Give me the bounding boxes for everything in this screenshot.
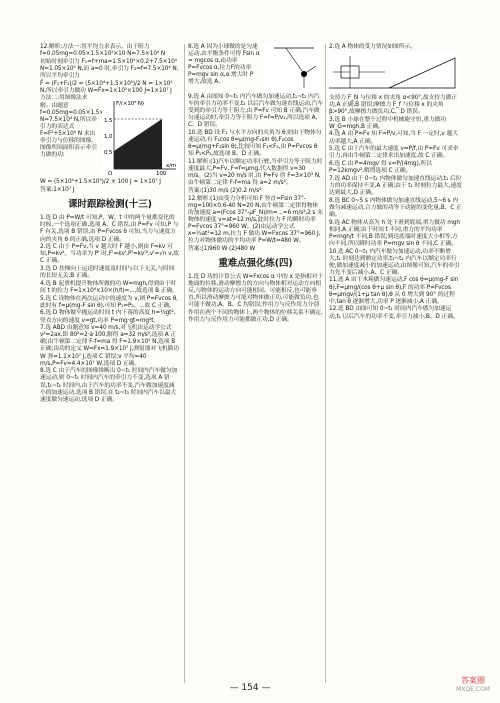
y-axis-label: F/(×10⁵ N)	[116, 101, 144, 108]
column-divider-2	[325, 44, 326, 683]
x-axis-label: x/m	[166, 163, 177, 170]
answer-text: 初始时刻牵引力 F₁=f+ma=1.5×10⁵×0.2+7.5×10⁴ N=1.05×10⁵ N,而 a=0 时,牵引力 F₂=f=7.5×10⁴ N,所以平均牵引力	[40, 58, 179, 79]
answer-text: 支持力 F_N 与位移 x 的夹角 α<90°,故支持力做正功,A 正确,B 错误;摩擦力 F_f 与位移 x 的夹角 β>90°,故摩擦力做负功,C、D 错误。	[329, 94, 457, 115]
answer-item: 11.解析:(1)汽车以额定功率行驶,当牵引力等于阻力时速度最大,P=Fv, F=f=μmg,代入数据得 v=30 m/s。(2)当 v=20 m/s 时,由 P=Fv 得 F=3×10³ N,由牛顿第二定律 F-f=ma 得 a=2 m/s²。	[188, 159, 323, 187]
answer-text: F̄ = (F₁+F₂)/2 = (5×10⁴+1.5×10⁵)/2 N = 1×10⁵ N,所以牵引力做功 W=F̄x=1×10⁵×100 J=1×10⁷ J	[40, 80, 173, 94]
answer-item: 3.选 B 小球在整个过程中机械能守恒,重力做功 W_G=mgh,B 正确。	[329, 116, 446, 130]
answer-text: 答案:(1)960 W (2)480 W	[188, 245, 256, 252]
answer-text: 方法二:用图像法求解。由题意 f=0.05mg=0.05×1.5×10⁵×10 N=7.5×10⁴ N,所以牵引力的表达式 F=F²+5×10⁴ N 求出牵引力与位移的图像,图像所围面积表示牵引力做的功:	[40, 95, 126, 159]
watermark-text: 答案圈	[461, 676, 485, 685]
section-title: 课时跟踪检测(十三)	[68, 199, 152, 211]
answer-item: 2.选 C 由于 P=Fv,当 v 越大时 F 越小,则由 F=kv 可知,P=kv²。当功率为 P' 时,F'=kv',P'=kv'²,v'=√n v,故 C 正确。	[40, 244, 179, 265]
answer-item: 5.选 C 由于汽车的最大速度 v=P/f,由 P=Fv 可求牵引力,再由牛顿第二定律求出加速度,故 C 正确。	[329, 146, 459, 160]
answer-item: 9.选 AC 物体从高为 h 处下滑到底端,重力做功 mgh 相同,A 正确;由于时间 t 不同,重力的平均功率 P=mgh/t 不同,B 错误;到达底端时速度大小相等,方向不同,所以瞬时功率 P=mgv sin θ 不同,C 正确。	[329, 219, 460, 247]
answer-item: 6.选 C 由 P=4mgv 得 v=P/(4mg),所以 P=12kmgv²,解得选项 C 正确。	[329, 161, 432, 175]
answer-item: 12.选 BD 由图可知 0~t₁ 时间内汽车做匀加速运动,t₁ 以后汽车的功率不变,牵引力减小,B、D 正确。	[329, 306, 459, 320]
answer-item: 4.选 B 起重机提升物体所做的功 W=mgh,得到由于时间 t 的拉力 F=1×10⁴×10×(h/t)=...,故选项 B 正确。	[40, 280, 178, 294]
answer-item: 5.选 C 设物体在两次运动中的速度为 v,则 P=Fvcos θ,此时有 f=μ(mg-F sin θ),可知 P₁=P₂。...故 C 正确。	[40, 295, 178, 309]
answer-item: 3.选 D 扶梯向上运送时速度及时间与以下无关,与时间的长短无关,B 正确。	[40, 266, 175, 280]
answer-item: 8.选 C 由于汽车的图像推断出 0~t₁ 时间内汽车做匀加速运动,则 0~t₁ 时间内汽车的牵引力不变,选项 A 错误,t₁~t₂ 时间内,由于汽车的功率不变,汽车做加速度减小的加速运动,选项 B 错误,在 t₂~t₃ 时间内汽车以最大速度做匀速运动,选项 D 正确。	[40, 368, 178, 403]
y-tick-label: 1.5	[104, 118, 113, 125]
answer-text: 12.解析:方法一:用平均力求表示。由于阻力 f=0.05mg=0.05×1.5×10⁵×10 N=7.5×10⁴ N	[40, 44, 166, 58]
answer-item: 4.选 A 由 P=Fv 知 F=P/v,可知,当 F 一定时,v 越大功率越大,A 正确。	[329, 131, 458, 145]
x-tick-label: 100	[156, 171, 167, 176]
watermark	[448, 675, 498, 701]
answer-item: 11.选 A 由于木箱做匀速运动,F cos θ=μ(mg-F sin θ),F=μmg/(cos θ+μ sin θ),F 的功率 P=Fvcos θ=μmgv/(1+μ tan θ),θ 从 0 增大到 90° 的过程中,tan θ 逐渐增大,功率 P 逐渐减小,A 正确。	[329, 277, 459, 305]
column-divider-1	[184, 44, 185, 683]
column-middle	[188, 44, 323, 324]
column-right	[329, 44, 462, 321]
y-tick-label: 0.5	[104, 150, 113, 157]
answer-item: 12.解析:(1)由受力分析可知 F 竖直=Fsin 37°-mg=100×0.6-40 N=20 N,由牛顿第二定律得物体的加速度 a=(Fcos 37°-μF_N)/m=...=6 m/s²,2 s 末物体的速度 v=at=12 m/s,此时拉力 F 的瞬时功率 P=Fvcos 37°=960 W。(2)由运动学公式 x=½at²=12 m,拉力 F 做功 W=Fxcos 37°=960 J,拉力对物体做功的平均功率 P=W/t=480 W。	[188, 195, 323, 245]
answer-item: 10.选 BD 设 F₁ 与水平方向的夹角为 θ,则由于物体匀速运动,有 F₁cos θ=μ(mg-F₁sin θ),F₂cos θ=μ(mg+F₂sin θ),比较可知 F₁<F₂,由 P=Fvcos θ 知 P₁<P₂,故选项 B、D 正确。	[188, 130, 322, 158]
force-arrow	[304, 66, 316, 74]
answer-item: 7.选 ABD 由题意知 v=40 m/s,对飞机由运动学公式 v²=2ax,即 80²=2·a·100,解得 a=32 m/s²,选项 A 正确;由牛顿第二定律 F-f=ma 得 F=1.9×10⁵ N,选项 B 正确;由功的定义 W=Fx=1.9×10⁷ J,弹射器对飞机做功 W 弹=1.1×10⁷ J,选项 C 错误;v 平均=40 m/s,P=Fv=4.4×10⁷ W,选项 D 正确。	[40, 325, 179, 367]
force-displacement-chart	[102, 95, 180, 175]
answer-item: 1.选 D 功的计算公式 W=Fxcos α 中的 x 是指相对于地面的位移,滑动摩擦力的方向与物体相对运动方向相反,与物体的运动方向可能相同、可能相反,也可能垂直,所以滑动摩擦力可能对物体做正功,可能做负功,也可能不做功,A、B、C 均错误;作用力与反作用力分别作用在两个不同的物体上,两个物体的位移关系不确定,作用力与反作用力可能都做正功,D 正确。	[188, 274, 324, 323]
watermark-url: MXQE.COM	[456, 686, 490, 693]
answer-item: 8.选 A 因为小球做的是匀速运动,由平衡条件可得 Fsin α = mgcos α,由功率 P=Fvcos α,拉力F的功率 P=mgv sin α,α 增大时 P 增大,故选 A。	[188, 44, 260, 86]
answer-item: 9.选 A 由图知 0~t₁ 内汽车做匀加速运动,t₁~t₂ 内汽车的牵引力功率不变,t₂ 以后汽车做匀速直线运动,汽车受到的牵引力等于阻力,由 P=Fv 可知 B 正确,汽车做匀速运动时,牵引力等于阻力 F=f=P/v₁,所以选项 A、C、D 错误。	[188, 94, 323, 129]
q8-block	[188, 44, 323, 94]
answer-text: W = (5×10⁴+1.5×10⁵)/2 × 100 J = 1×10⁷ J	[40, 179, 161, 186]
answer-item: 8.选 BC 0~5 s 内物体做匀加速直线运动,5~6 s 内做匀减速运动,合力做的功等于动能的变化量,B、C 正确。	[329, 197, 462, 218]
answer-item: 7.选 AD 由于 0~t₁ 内物体做匀加速直线运动,t₁ 后拉力的功率保持不变,A 正确;由于 t₁ 时刻拉力最大,速度达到最大,D 正确。	[329, 175, 462, 196]
answer-item: 6.选 D 物体做平抛运动时间 t 内下落的高度 h=½gt²,竖直方向的速度 v=gt,功率 P=mg·gt=mg²t。	[40, 310, 176, 324]
answer-item: 2.选 A 物体的受力情况如图所示。	[329, 44, 416, 50]
work-area	[114, 119, 162, 169]
answer-item: 1.选 D 由 P=W/t 可知,P、W、t 中的两个量都变化的时候,一个选项正确,选项 A、C 错误,由 P=Fv 可知,P 与 F 有关,选项 B 错误,由 P=Fvcos θ 可知,当力与速度方向的夹角 θ 的正确,选项 D 正确。	[40, 215, 179, 243]
incline-shape	[389, 58, 455, 88]
column-left	[40, 44, 180, 404]
answer-text: 答案:1×10⁷ J	[40, 187, 75, 194]
answer-text: 答案:(1)30 m/s (2)0.2 m/s²	[188, 188, 262, 194]
rope-line	[286, 48, 304, 74]
page-number: — 154 —	[229, 683, 271, 693]
origin-label: O	[108, 171, 113, 176]
y-tick-label: 1.0	[104, 134, 113, 141]
section-title: 重难点强化练(四)	[218, 258, 293, 270]
pendulum-figure	[264, 44, 322, 92]
answer-item: 10.选 AC 0~t₁ 内汽车做匀加速运动,功率不断增大,t₁ 时刻达到额定功率;t₁~t₂ 内汽车以额定功率行驶,做加速度减小的加速运动,由图像可知,汽车的牵引力先不变后减小,A、C 正确。	[329, 248, 460, 276]
method-two-block	[40, 95, 180, 179]
incline-figure	[329, 52, 459, 92]
